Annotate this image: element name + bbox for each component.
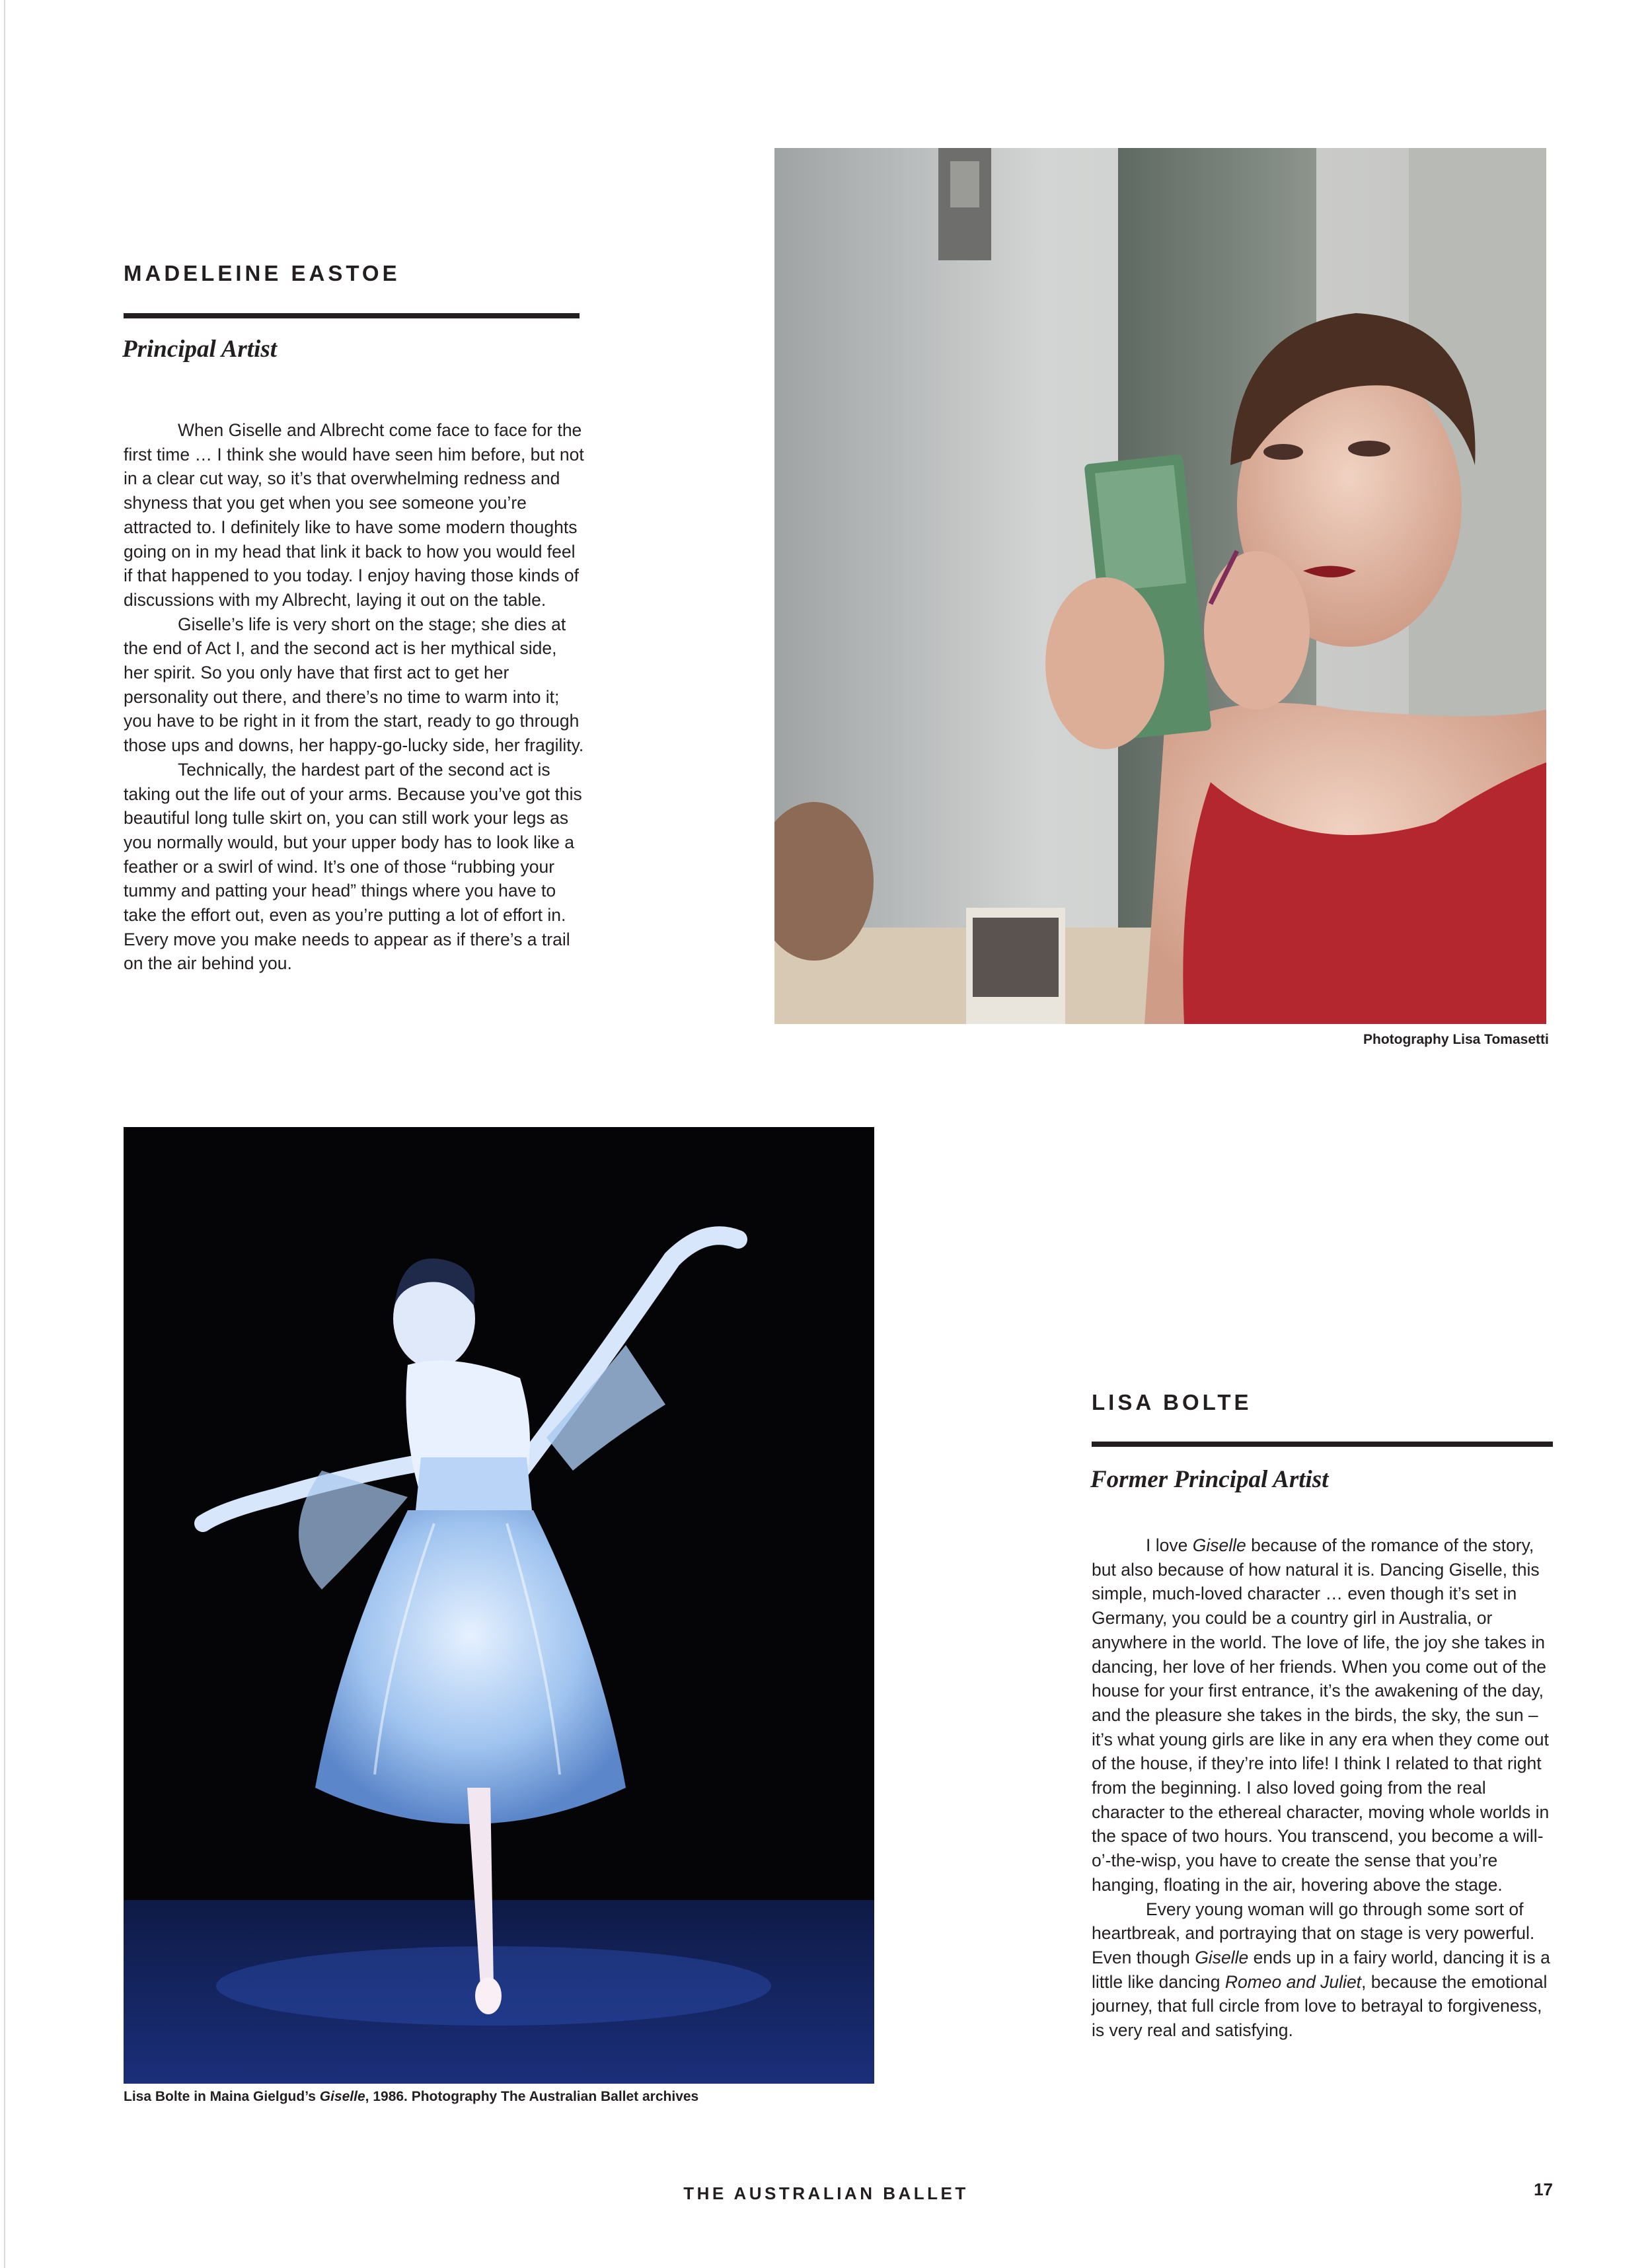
eastoe-paragraph-3: Technically, the hardest part of the second act is taking out the life out of your arms. Because you’ve got this beautiful long tulle skirt on, you can still work your legs as you normally would, but your upper body has to look like a feather or a swirl of wind. It’s one of those “rubbing your tummy and patting your head” things where you have to take the effort out, even as you’re putting a lot of effort in. Every move you make needs to appear as if there’s a trail on the air behind you. [124,759,582,974]
section-name-bolte: LISA BOLTE [1092,1390,1252,1414]
page-number: 17 [1534,2179,1553,2199]
section-role-bolte: Former Principal Artist [1090,1466,1329,1493]
eastoe-photo-credit: Photography Lisa Tomasetti [1363,1032,1549,1047]
bolte-photo [124,1127,874,2084]
eastoe-photo [774,148,1546,1024]
page-edge-rule [4,0,5,2268]
eastoe-paragraph-2: Giselle’s life is very short on the stage; she dies at the end of Act I, and the second act is her mythical side, her spirit. So you only have that first act to get her personality out there, and there’s no time to warm into it; you have to be right in it from the start, ready to go through those ups and downs, her happy-go-lucky side, her fragility. [124,614,584,756]
section-name-eastoe: MADELEINE EASTOE [124,261,400,285]
eastoe-paragraph-1: When Giselle and Albrecht come face to face for the first time … I think she would have seen him before, but not in a clear cut way, so it’s that overwhelming redness and shyness that you get when you see someone you’re attracted to. I definitely like to have some modern thoughts going on in my head that link it back to how you would feel if that happened to you today. I enjoy having those kinds of discussions with my Albrecht, laying it out on the table. [124,420,584,610]
bolte-body [1092,1533,1554,2043]
eastoe-body [124,418,586,976]
heading-rule [1092,1442,1553,1447]
bolte-paragraph-2: Every young woman will go through some sort of heartbreak, and portraying that on stage is very powerful. Even though Giselle ends up in a fairy world, dancing it is a little like dancing Romeo and Juliet, because the emotional journey, that full circle from love to betrayal to forgiveness, is very real and satisfying. [1092,1899,1550,2041]
bolte-paragraph-1: I love Giselle because of the romance of the story, but also because of how natural it is. Dancing Giselle, this simple, much-loved character … even though it’s set in Germany, you could be a country girl in Australia, or anywhere in the world. The love of life, the joy she takes in dancing, her love of her friends. When you come out of the house for your first entrance, it’s the awakening of the day, and the pleasure she takes in the birds, the sky, the sun – it’s what young girls are like in any era when they come out of the house, if they’re into life! I think I related to that right from the beginning. I also loved going from the real character to the ethereal character, moving whole worlds in the space of two hours. You transcend, you become a will- o’-the-wisp, you have to create the sense that you’re hanging, floating in the air, hovering above the stage. [1092,1535,1550,1895]
caption-work-title: Giselle [319,2089,365,2104]
footer-publication-title: THE AUSTRALIAN BALLET [683,2183,969,2203]
section-role-eastoe: Principal Artist [122,336,278,363]
bolte-photo-caption: Lisa Bolte in Maina Gielgud’s Giselle, 1986. Photography The Australian Ballet archives [124,2089,699,2104]
heading-rule [124,313,580,318]
